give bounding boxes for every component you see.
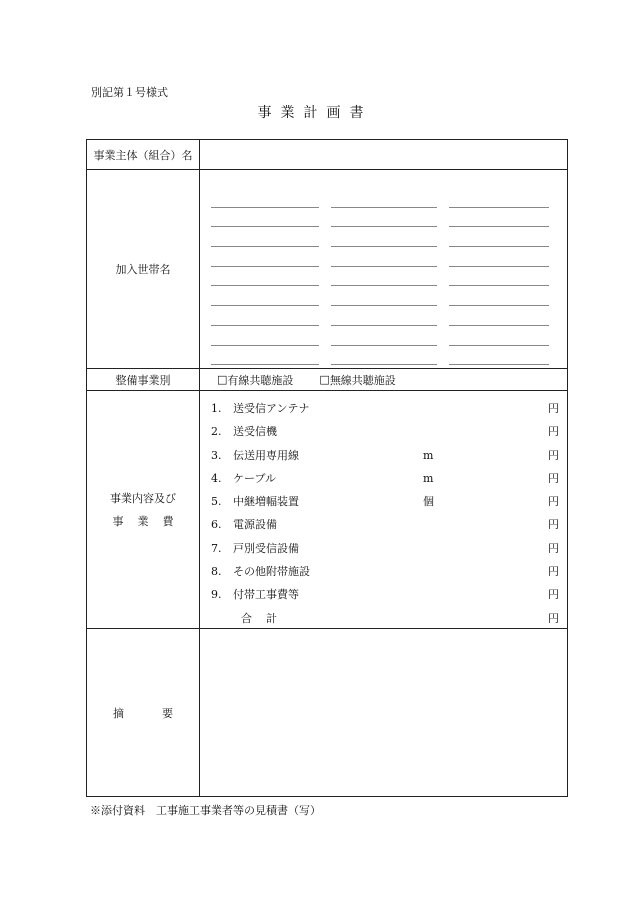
list-item[interactable]: 5. 中継増幅装置 個 円 <box>211 490 559 513</box>
label-content-line1: 事業内容及び <box>110 492 176 505</box>
household-name-line[interactable] <box>211 364 319 365</box>
label-operator: 事業主体（組合）名 <box>87 140 200 169</box>
yen-unit: 円 <box>548 402 559 415</box>
remarks-field[interactable] <box>199 629 567 796</box>
list-item[interactable]: 2. 送受信機 円 <box>211 420 559 443</box>
label-remarks: 摘要 <box>87 629 200 796</box>
households-field[interactable] <box>199 170 567 368</box>
list-item[interactable]: 3. 伝送用専用線 m 円 <box>211 444 559 467</box>
household-name-line-row <box>211 227 547 247</box>
list-item[interactable]: 4. ケーブル m 円 <box>211 467 559 490</box>
household-name-line-row <box>211 346 547 366</box>
list-item[interactable]: 1. 送受信アンテナ 円 <box>211 397 559 420</box>
footnote: ※添付資料 工事施工事業者等の見積書（写） <box>90 804 321 817</box>
label-content-line2: 事業費 <box>112 515 188 528</box>
household-name-lines <box>211 188 547 365</box>
yen-unit: 円 <box>548 518 559 532</box>
total-label: 合計 <box>241 611 291 625</box>
household-name-line-row <box>211 286 547 306</box>
household-name-line-row <box>211 247 547 267</box>
yen-unit: 円 <box>548 425 559 439</box>
household-name-line-row <box>211 188 547 208</box>
list-item[interactable]: 8. その他附帯施設 円 <box>211 560 559 583</box>
row-remarks <box>87 629 567 796</box>
total-row[interactable] <box>211 607 559 630</box>
row-category <box>87 369 567 391</box>
household-name-line[interactable] <box>449 364 549 365</box>
label-households: 加入世帯名 <box>87 170 200 368</box>
household-name-line[interactable] <box>331 364 437 365</box>
yen-unit: 円 <box>548 565 559 579</box>
option-wired-label: 有線共聴施設 <box>227 373 294 387</box>
yen-unit: 円 <box>548 495 559 509</box>
household-name-line-row <box>211 306 547 326</box>
option-wired[interactable] <box>217 372 293 388</box>
household-name-line-row <box>211 208 547 228</box>
page-title: 事業計画書 <box>257 105 373 121</box>
option-wireless-label: 無線共聴施設 <box>329 373 396 387</box>
checkbox-icon[interactable]: □ <box>319 373 330 386</box>
row-households <box>87 170 567 369</box>
row-operator <box>87 140 567 170</box>
list-item[interactable]: 7. 戸別受信設備 円 <box>211 537 559 560</box>
plan-form-table <box>86 139 568 797</box>
household-name-line-row <box>211 267 547 287</box>
row-content <box>87 391 567 629</box>
yen-unit: 円 <box>548 448 559 462</box>
yen-unit: 円 <box>548 471 559 485</box>
yen-unit: 円 <box>548 611 559 625</box>
form-label: 別記第１号様式 <box>91 86 168 99</box>
label-content <box>87 391 200 628</box>
household-name-line-row <box>211 326 547 346</box>
list-item[interactable]: 6. 電源設備 円 <box>211 513 559 536</box>
list-item[interactable]: 9. 付帯工事費等 円 <box>211 583 559 606</box>
option-wireless[interactable] <box>319 372 395 388</box>
yen-unit: 円 <box>548 588 559 602</box>
label-category: 整備事業別 <box>87 369 200 390</box>
yen-unit: 円 <box>548 541 559 555</box>
checkbox-icon[interactable]: □ <box>217 373 228 386</box>
operator-name-field[interactable] <box>199 140 567 169</box>
